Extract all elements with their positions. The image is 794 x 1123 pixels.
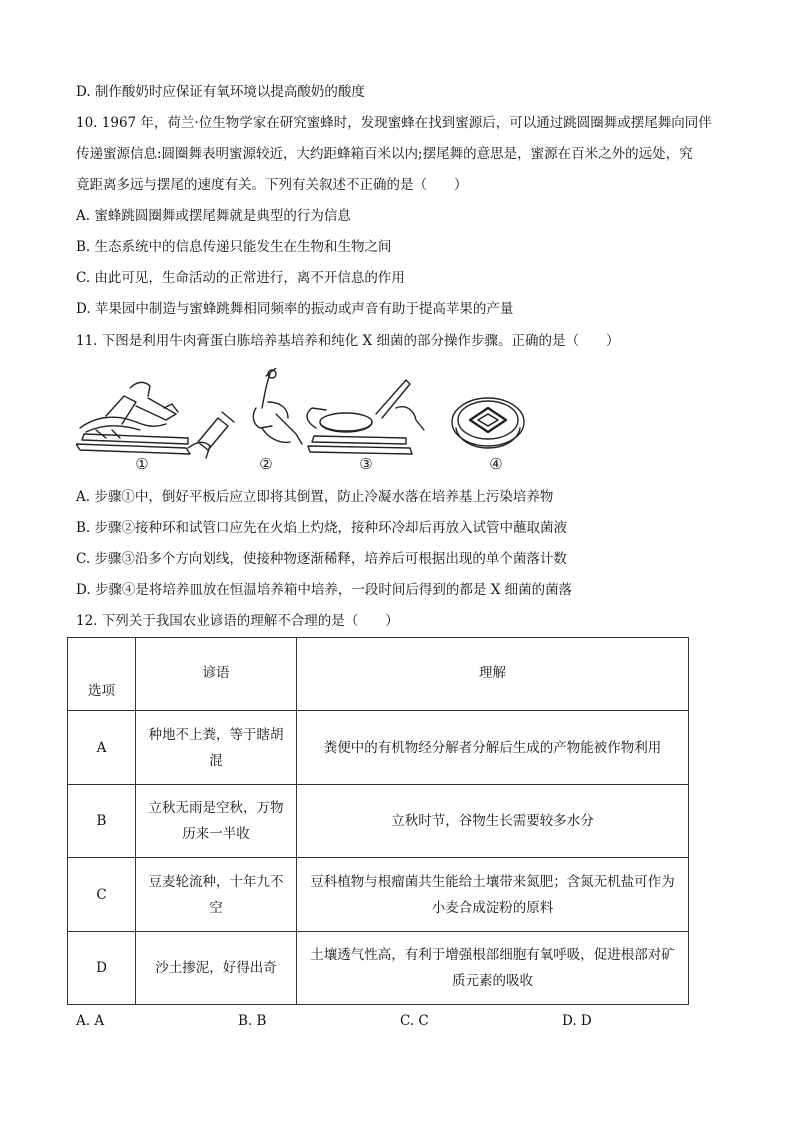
- q10-option-b: B. 生态系统中的信息传递只能发生在生物和生物之间: [76, 239, 392, 255]
- row-b-proverb: 立秋无雨是空秋，万物 历来一半收: [136, 785, 297, 858]
- step3-streaking-illustration: [307, 380, 424, 454]
- row-d-option: D: [68, 932, 136, 1005]
- table-row: [68, 785, 689, 858]
- q11-illustration: [76, 368, 546, 474]
- step1-tube-illustration: [188, 412, 234, 458]
- answer-d: D. D: [562, 1013, 592, 1029]
- row-d-meaning: 土壤透气性高，有利于增强根部细胞有氧呼吸，促进根部对矿 质元素的吸收: [297, 932, 689, 1005]
- q10-stem-line-3: 竟距离多远与摆尾的速度有关。下列有关叙述不正确的是（ ）: [76, 177, 468, 193]
- figure-label-2: ②: [259, 455, 273, 473]
- step4-petri-dish-illustration: [452, 398, 524, 448]
- q11-stem: 11. 下图是利用牛肉膏蛋白胨培养基培养和纯化 X 细菌的部分操作步骤。正确的是（ ）: [76, 333, 620, 349]
- header-option: 选项: [68, 638, 136, 711]
- figure-label-1: ①: [135, 455, 149, 473]
- q12-answer-options: [76, 1011, 616, 1031]
- q10-stem-line-2: 传递蜜源信息:圆圈舞表明蜜源较近，大约距蜂箱百米以内;摆尾舞的意思是，蜜源在百米之外的远处，究: [76, 146, 693, 162]
- table-header-row: [68, 638, 689, 711]
- q10-option-a: A. 蜜蜂跳圆圈舞或摆尾舞就是典型的行为信息: [76, 208, 351, 224]
- row-a-option: A: [68, 711, 136, 785]
- proverb-table: [67, 637, 689, 1005]
- q11-figure-strip: [76, 368, 546, 474]
- row-c-option: C: [68, 858, 136, 932]
- row-a-proverb: 种地不上粪，等于瞎胡 混: [136, 711, 297, 785]
- q11-option-c: C. 步骤③沿多个方向划线，使接种物逐渐稀释，培养后可根据出现的单个菌落计数: [76, 551, 567, 567]
- q10-option-c: C. 由此可见，生命活动的正常进行，离不开信息的作用: [76, 270, 405, 286]
- q10-option-d: D. 苹果园中制造与蜜蜂跳舞相同频率的振动或声音有助于提高苹果的产量: [76, 301, 514, 317]
- figure-label-4: ④: [489, 455, 503, 473]
- row-c-proverb: 豆麦轮流种，十年九不 空: [136, 858, 297, 932]
- row-c-meaning: 豆科植物与根瘤菌共生能给土壤带来氮肥；含氮无机盐可作为 小麦合成淀粉的原料: [297, 858, 689, 932]
- answer-a: A. A: [76, 1013, 105, 1029]
- step2-loop-illustration: [253, 368, 302, 444]
- q11-option-a: A. 步骤①中，倒好平板后应立即将其倒置，防止冷凝水落在培养基上污染培养物: [76, 489, 554, 505]
- row-b-meaning: 立秋时节，谷物生长需要较多水分: [297, 785, 689, 858]
- row-a-meaning: 粪便中的有机物经分解者分解后生成的产物能被作物利用: [297, 711, 689, 785]
- header-meaning: 理解: [297, 638, 689, 711]
- q10-stem-line-1: 10. 1967 年，荷兰·位生物学家在研究蜜蜂时，发现蜜蜂在找到蜜源后，可以通过跳圆圈舞或摆尾舞向同伴: [76, 115, 712, 131]
- q11-option-b: B. 步骤②接种环和试管口应先在火焰上灼烧，接种环冷却后再放入试管中蘸取菌液: [76, 520, 568, 536]
- table-row: [68, 858, 689, 932]
- answer-c: C. C: [400, 1013, 429, 1029]
- q11-option-d: D. 步骤④是将培养皿放在恒温培养箱中培养，一段时间后得到的都是 X 细菌的菌落: [76, 582, 573, 598]
- row-b-option: B: [68, 785, 136, 858]
- step1-pouring-illustration: [76, 382, 190, 454]
- row-d-proverb: 沙土掺泥，好得出奇: [136, 932, 297, 1005]
- q9-option-d: D. 制作酸奶时应保证有氧环境以提高酸奶的酸度: [76, 84, 365, 100]
- table-row: [68, 932, 689, 1005]
- figure-label-3: ③: [359, 455, 373, 473]
- table-row: [68, 711, 689, 785]
- answer-b: B. B: [238, 1013, 267, 1029]
- q12-stem: 12. 下列关于我国农业谚语的理解不合理的是（ ）: [76, 613, 399, 629]
- header-proverb: 谚语: [136, 638, 297, 711]
